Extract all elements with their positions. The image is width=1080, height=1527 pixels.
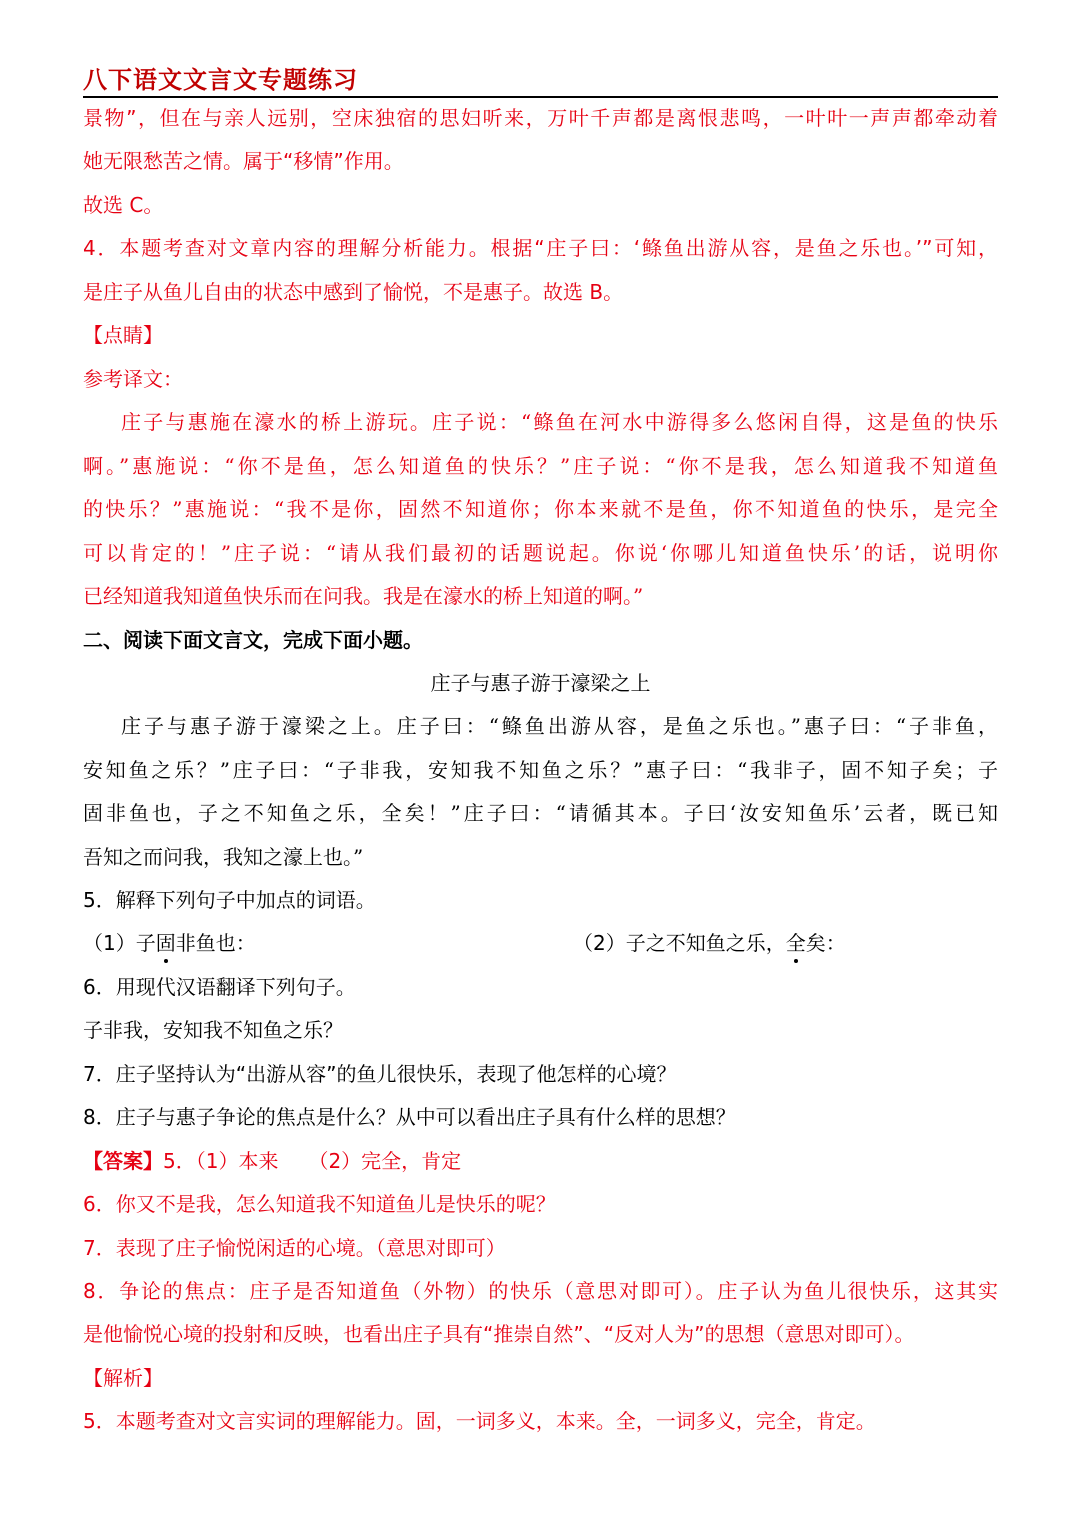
answer-6: 6．你又不是我，怎么知道我不知道鱼儿是快乐的呢？ [83,1192,556,1216]
section-label-jiexi: 【解析】 [83,1366,163,1390]
answer-line: 故选 C。 [83,193,164,217]
q5-item2-post: 矣： [805,931,846,955]
passage-line: 庄子与惠子游于濠梁之上。庄子曰：“鲦鱼出游从容，是鱼之乐也。”惠子曰：“子非鱼， [121,714,998,738]
translation-line: 庄子与惠施在濠水的桥上游玩。庄子说：“鲦鱼在河水中游得多么悠闲自得，这是鱼的快乐 [121,410,998,434]
passage-line: 安知鱼之乐？”庄子曰：“子非我，安知我不知鱼之乐？”惠子曰：“我非子，固不知子矣；子 [83,758,998,782]
translation-line: 已经知道我知道鱼快乐而在问我。我是在濠水的桥上知道的啊。” [83,584,644,608]
q5-item1-post: 非鱼也： [175,931,256,955]
answer-7: 7．表现了庄子愉悦闲适的心境。（意思对即可） [83,1236,506,1260]
analysis-5: 5．本题考查对文言实词的理解能力。固，一词多义，本来。全，一词多义，完全，肯定。 [83,1409,876,1433]
question-8: 8．庄子与惠子争论的焦点是什么？从中可以看出庄子具有什么样的思想？ [83,1105,736,1129]
question-5: 5．解释下列句子中加点的词语。 [83,888,376,912]
q5-item2-pre: （2）子之不知鱼之乐， [573,931,786,955]
answer-5-text: 5．（1）本来 （2）完全，肯定 [163,1149,462,1173]
q5-item1-dotted-word: 固 [155,931,176,955]
question-5-items [83,929,998,957]
answer-line: 4．本题考查对文章内容的理解分析能力。根据“庄子曰：‘鲦鱼出游从容，是鱼之乐也。’”可知， [83,236,998,260]
translation-line: 的快乐？”惠施说：“我不是你，固然不知道你；你本来就不是鱼，你不知道鱼的快乐，是完全 [83,497,998,521]
translation-line: 可以肯定的！”庄子说：“请从我们最初的话题说起。你说‘你哪儿知道鱼快乐’的话，说明你 [83,541,998,565]
answer-line: 是庄子从鱼儿自由的状态中感到了愉悦，不是惠子。故选 B。 [83,280,624,304]
question-6: 6．用现代汉语翻译下列句子。 [83,975,356,999]
section-heading: 二、阅读下面文言文，完成下面小题。 [83,628,423,652]
answer-8-cont: 是他愉悦心境的投射和反映，也看出庄子具有“推崇自然”、“反对人为”的思想（意思对即可）。 [83,1322,915,1346]
q5-item1-pre: （1）子 [83,931,156,955]
section-label-dianjing: 【点睛】 [83,323,163,347]
translation-line: 啊。”惠施说：“你不是鱼，怎么知道鱼的快乐？”庄子说：“你不是我，怎么知道我不知道鱼 [83,454,998,478]
question-7: 7．庄子坚持认为“出游从容”的鱼儿很快乐，表现了他怎样的心境？ [83,1062,677,1086]
answer-label: 【答案】 [83,1149,163,1173]
q5-item2 [573,929,846,957]
question-6-sentence: 子非我，安知我不知鱼之乐？ [83,1018,343,1042]
section-label-translation: 参考译文： [83,367,183,391]
answer-line: 景物”，但在与亲人远别，空床独宿的思妇听来，万叶千声都是离恨悲鸣，一叶叶一声声都牵动着 [83,106,998,130]
q5-item1 [83,931,256,955]
answer-line [83,1147,998,1175]
page-header [83,60,998,98]
answer-line: 她无限愁苦之情。属于“移情”作用。 [83,149,404,173]
passage-line: 吾知之而问我，我知之濠上也。” [83,845,364,869]
passage-title: 庄子与惠子游于濠梁之上 [430,671,651,695]
q5-item2-dotted-word: 全 [785,931,806,955]
answer-8: 8．争论的焦点：庄子是否知道鱼（外物）的快乐（意思对即可）。庄子认为鱼儿很快乐，这其实 [83,1279,998,1303]
header-title: 八下语文文言文专题练习 [83,65,358,94]
passage-line: 固非鱼也，子之不知鱼之乐，全矣！”庄子曰：“请循其本。子曰‘汝安知鱼乐’云者，既已知 [83,801,998,825]
